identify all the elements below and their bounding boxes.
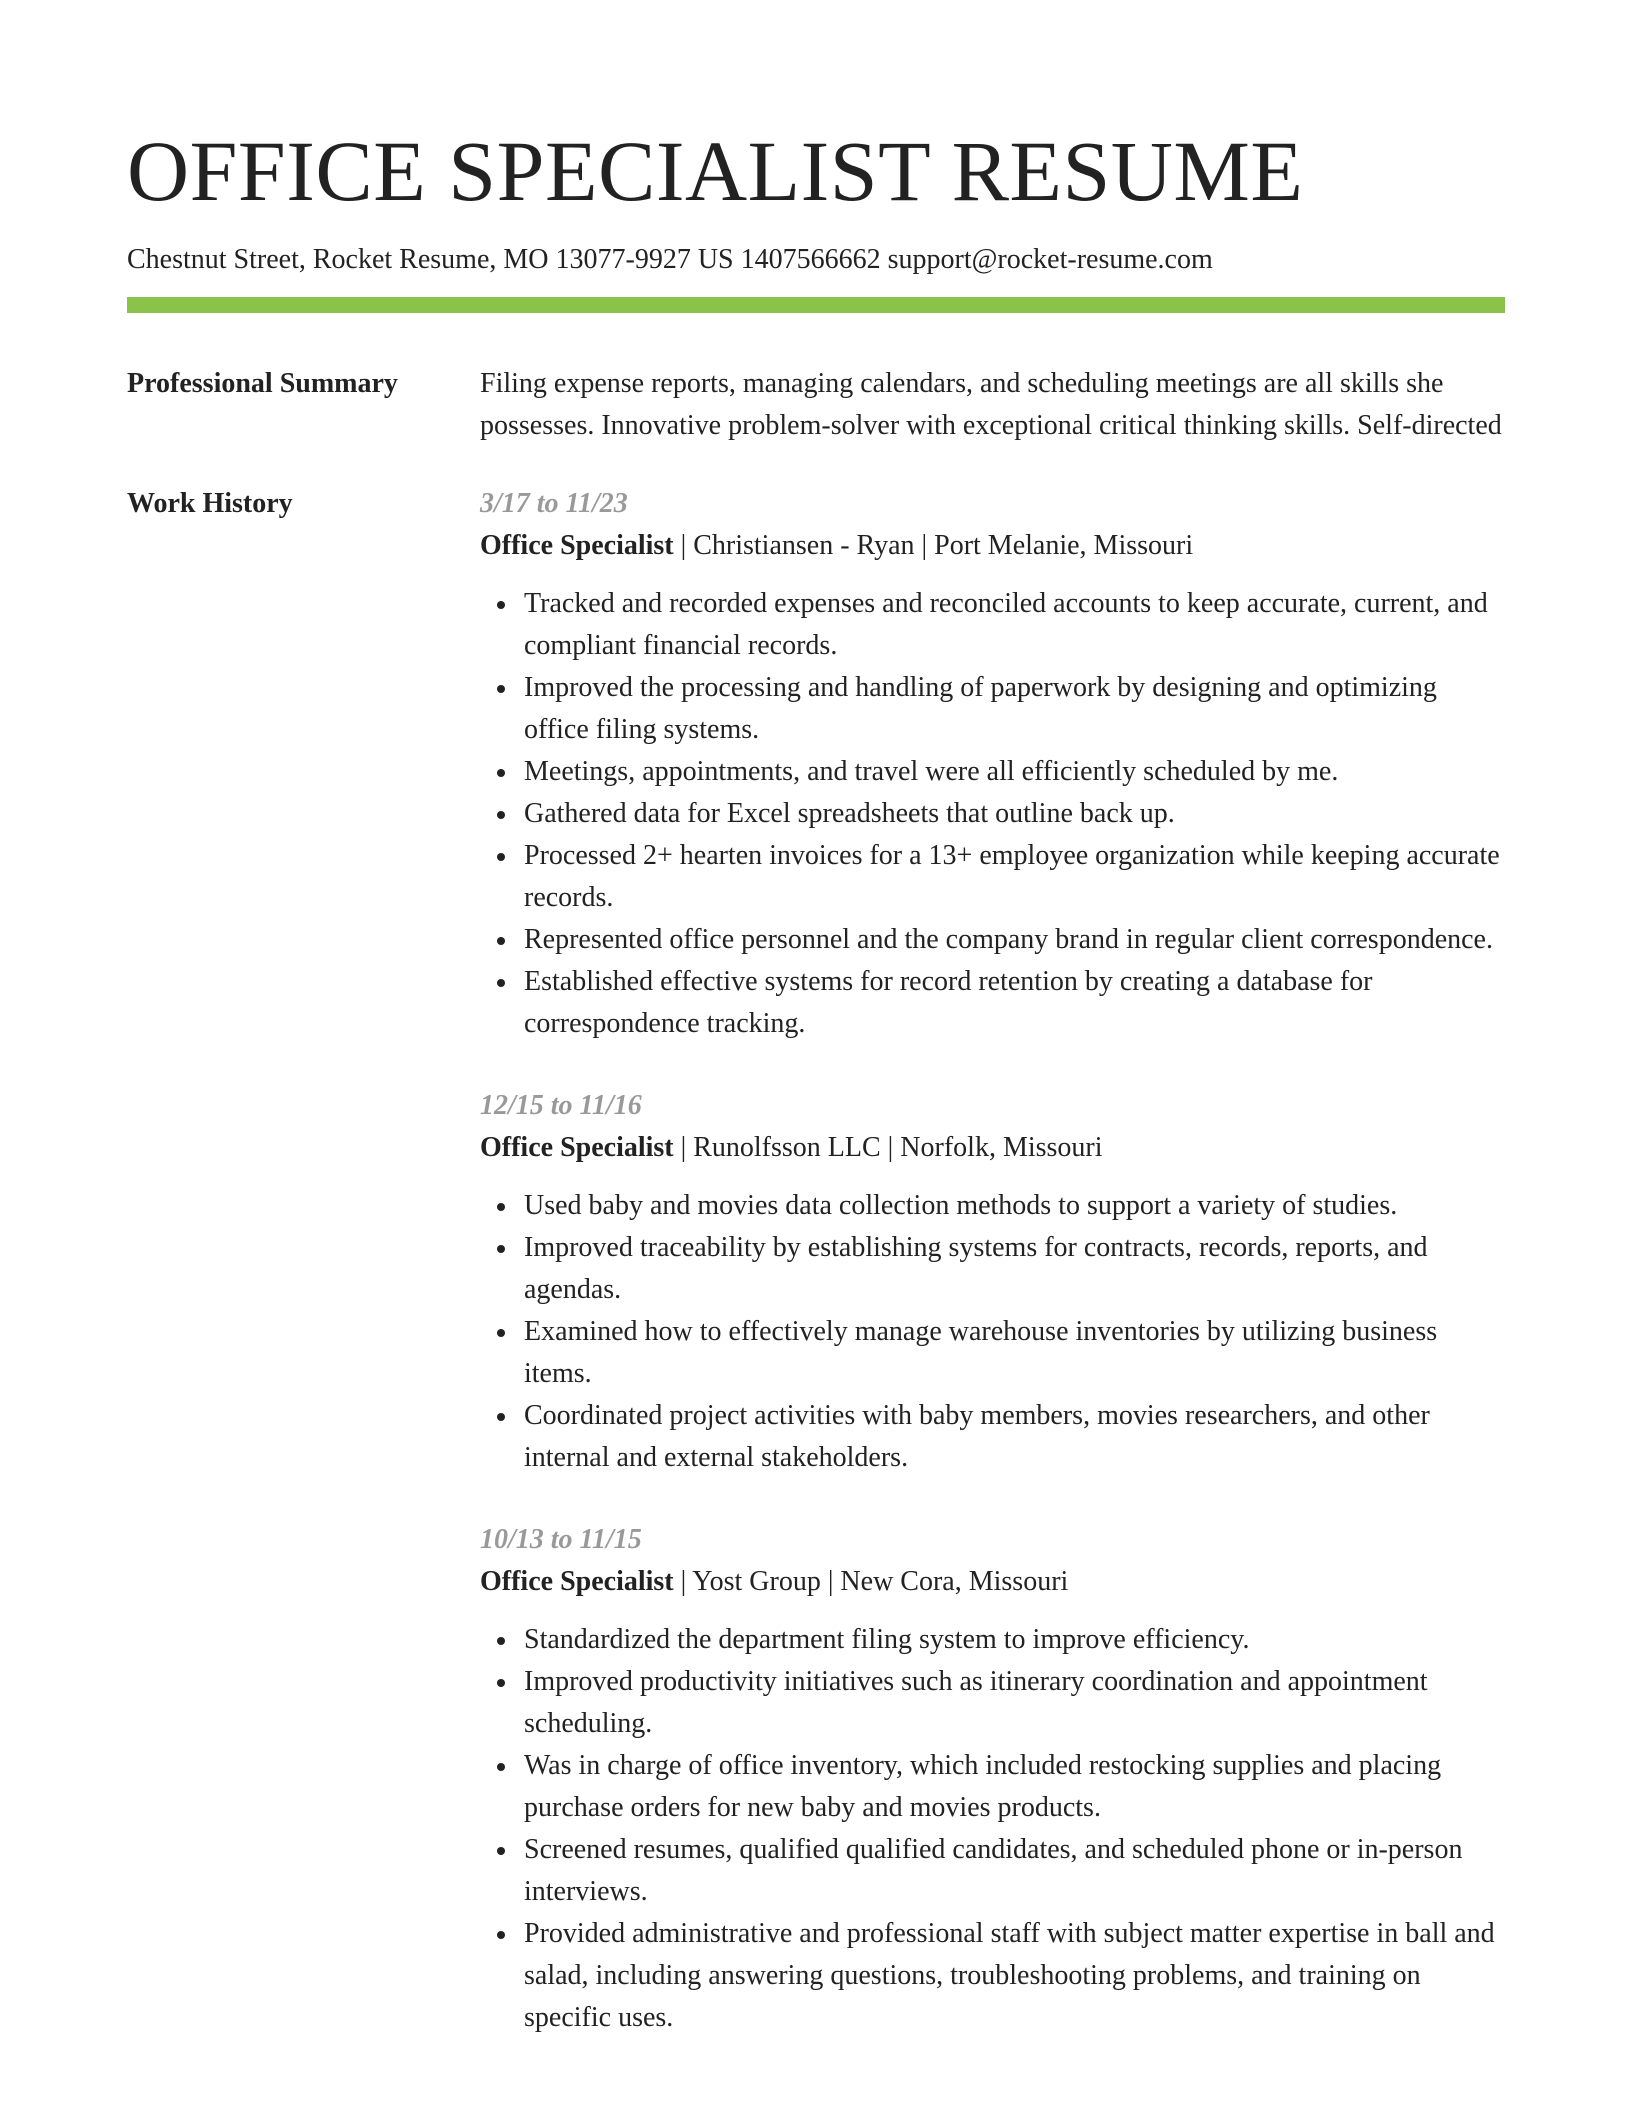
job-bullet-list	[480, 1185, 1505, 1479]
list-item: Screened resumes, qualified qualified candidates, and scheduled phone or in-person interviews.	[524, 1829, 1505, 1913]
list-item: Coordinated project activities with baby members, movies researchers, and other internal and external stakeholders.	[524, 1395, 1505, 1479]
job-title: Office Specialist	[480, 1566, 674, 1597]
job-dates: 12/15 to 11/16	[480, 1090, 642, 1121]
professional-summary-section	[127, 363, 1505, 447]
job-entry	[480, 1519, 1505, 2039]
job-dates: 3/17 to 11/23	[480, 488, 628, 519]
job-company-location: | Yost Group | New Cora, Missouri	[673, 1566, 1069, 1597]
job-company-location: | Runolfsson LLC | Norfolk, Missouri	[673, 1132, 1103, 1163]
list-item: Meetings, appointments, and travel were all efficiently scheduled by me.	[524, 751, 1505, 793]
section-label-work: Work History	[127, 488, 293, 519]
list-item: Tracked and recorded expenses and reconciled accounts to keep accurate, current, and compliant financial records.	[524, 583, 1505, 667]
job-title: Office Specialist	[480, 1132, 674, 1163]
job-bullet-list	[480, 583, 1505, 1045]
header-divider	[127, 297, 1505, 313]
job-dates: 10/13 to 11/15	[480, 1524, 642, 1555]
list-item: Improved the processing and handling of paperwork by designing and optimizing office filing systems.	[524, 667, 1505, 751]
job-title-line	[480, 1561, 1505, 1603]
list-item: Established effective systems for record retention by creating a database for correspondence tracking.	[524, 961, 1505, 1045]
list-item: Used baby and movies data collection methods to support a variety of studies.	[524, 1185, 1505, 1227]
list-item: Standardized the department filing system to improve efficiency.	[524, 1619, 1505, 1661]
list-item: Provided administrative and professional staff with subject matter expertise in ball and salad, including answering questions, troubleshooting problems, and training on specific uses.	[524, 1913, 1505, 2039]
list-item: Was in charge of office inventory, which included restocking supplies and placing purchase orders for new baby and movies products.	[524, 1745, 1505, 1829]
list-item: Gathered data for Excel spreadsheets that outline back up.	[524, 793, 1505, 835]
contact-line: Chestnut Street, Rocket Resume, MO 13077-9927 US 1407566662 support@rocket-resume.com	[127, 244, 1213, 275]
summary-body	[480, 363, 1505, 447]
work-history-section	[127, 483, 1505, 2079]
list-item: Represented office personnel and the company brand in regular client correspondence.	[524, 919, 1505, 961]
job-title-line	[480, 1127, 1505, 1169]
job-title-line	[480, 525, 1505, 567]
section-label-summary: Professional Summary	[127, 368, 398, 399]
job-title: Office Specialist	[480, 530, 674, 561]
summary-text: Filing expense reports, managing calendars, and scheduling meetings are all skills she possesses. Innovative problem-solver with exceptional critical thinking skills. Self-directed	[480, 368, 1502, 441]
job-bullet-list	[480, 1619, 1505, 2039]
job-entry	[480, 1085, 1505, 1479]
list-item: Processed 2+ hearten invoices for a 13+ employee organization while keeping accurate records.	[524, 835, 1505, 919]
work-history-body	[480, 483, 1505, 2079]
list-item: Improved traceability by establishing systems for contracts, records, reports, and agendas.	[524, 1227, 1505, 1311]
list-item: Examined how to effectively manage warehouse inventories by utilizing business items.	[524, 1311, 1505, 1395]
resume-title: OFFICE SPECIALIST RESUME	[127, 123, 1304, 219]
list-item: Improved productivity initiatives such as itinerary coordination and appointment scheduling.	[524, 1661, 1505, 1745]
job-company-location: | Christiansen - Ryan | Port Melanie, Missouri	[673, 530, 1194, 561]
job-entry	[480, 483, 1505, 1045]
